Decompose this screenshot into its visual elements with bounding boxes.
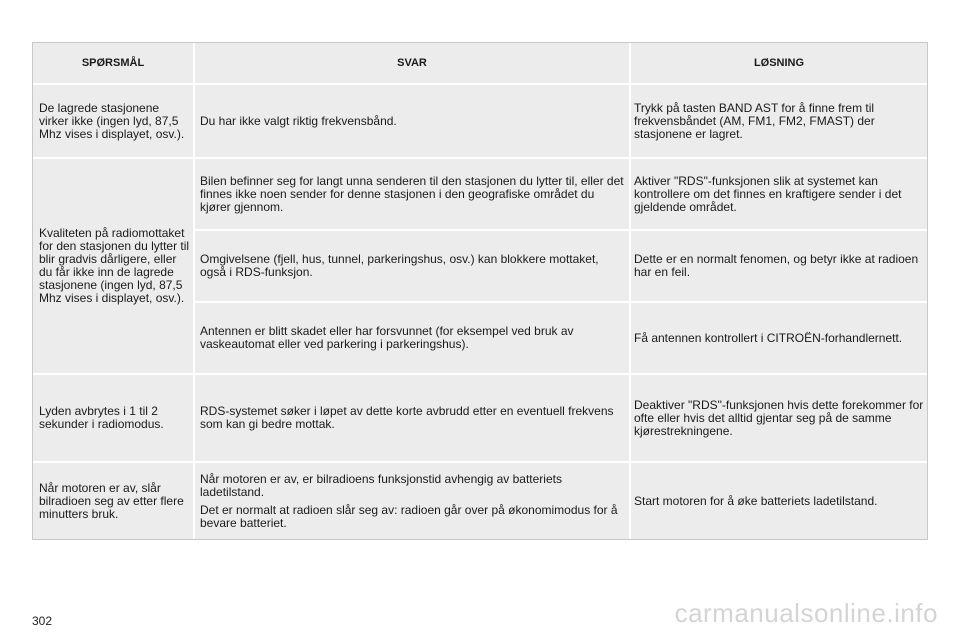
faq-table — [32, 42, 928, 540]
column-divider — [193, 43, 195, 539]
answer-1: Du har ikke valgt riktig frekvensbånd. — [200, 85, 626, 157]
row-divider — [33, 461, 927, 463]
question-1: De lagrede stasjonene virker ikke (ingen lyd, 87,5 Mhz vises i displayet, osv.). — [39, 85, 191, 157]
header-solution: LØSNING — [631, 43, 927, 83]
column-divider — [629, 43, 631, 539]
header-question: SPØRSMÅL — [33, 43, 193, 83]
solution-1: Trykk på tasten BAND AST for å finne frem til frekvensbåndet (AM, FM1, FM2, FMAST) der stasjonene er lagret. — [634, 85, 926, 157]
row-divider — [195, 229, 927, 231]
watermark: carmanualsonline.info — [674, 598, 938, 628]
question-3: Lyden avbrytes i 1 til 2 sekunder i radiomodus. — [39, 375, 193, 461]
solution-4: Start motoren for å øke batteriets ladetilstand. — [634, 463, 926, 539]
answer-2b: Omgivelsene (fjell, hus, tunnel, parkeringshus, osv.) kan blokkere mottaket, også i RDS-funksjon. — [200, 231, 626, 301]
page-number: 302 — [32, 614, 53, 628]
answer-3: RDS-systemet søker i løpet av dette korte avbrudd etter en eventuell frekvens som kan gi bedre mottak. — [200, 375, 626, 461]
solution-2a: Aktiver "RDS"-funksjonen slik at systemet kan kontrollere om det finnes en kraftigere sender i det gjeldende området. — [634, 159, 926, 229]
solution-3: Deaktiver "RDS"-funksjonen hvis dette forekommer for ofte eller hvis det alltid gjentar seg på de samme kjørestrekningene. — [634, 375, 926, 461]
row-divider — [195, 301, 927, 303]
row-divider — [33, 83, 927, 85]
answer-4-paragraph-1: Når motoren er av, er bilradioens funksjonstid avhengig av batteriets ladetilstand. — [200, 471, 562, 499]
row-divider — [33, 157, 927, 159]
question-2: Kvaliteten på radiomottaket for den stasjonen du lytter til blir gradvis dårligere, eller du får ikke inn de lagrede stasjonene (ingen lyd, 87,5 Mhz vises i displayet, osv.). — [39, 159, 193, 373]
solution-2c: Få antennen kontrollert i CITROËN-forhandlernett. — [634, 303, 926, 373]
row-divider — [33, 373, 927, 375]
answer-2c: Antennen er blitt skadet eller har forsvunnet (for eksempel ved bruk av vaskeautomat eller ved parkering i parkeringshus). — [200, 303, 626, 373]
answer-2a: Bilen befinner seg for langt unna senderen til den stasjonen du lytter til, eller det finnes ikke noen sender for denne stasjonen i den geografiske området du kjører gjennom. — [200, 159, 626, 229]
answer-4 — [200, 463, 626, 539]
solution-2b: Dette er en normalt fenomen, og betyr ikke at radioen har en feil. — [634, 231, 926, 301]
answer-4-paragraph-2: Det er normalt at radioen slår seg av: radioen går over på økonomimodus for å bevare batteriet. — [200, 502, 618, 530]
header-answer: SVAR — [195, 43, 629, 83]
question-4: Når motoren er av, slår bilradioen seg av etter flere minutters bruk. — [39, 463, 193, 539]
